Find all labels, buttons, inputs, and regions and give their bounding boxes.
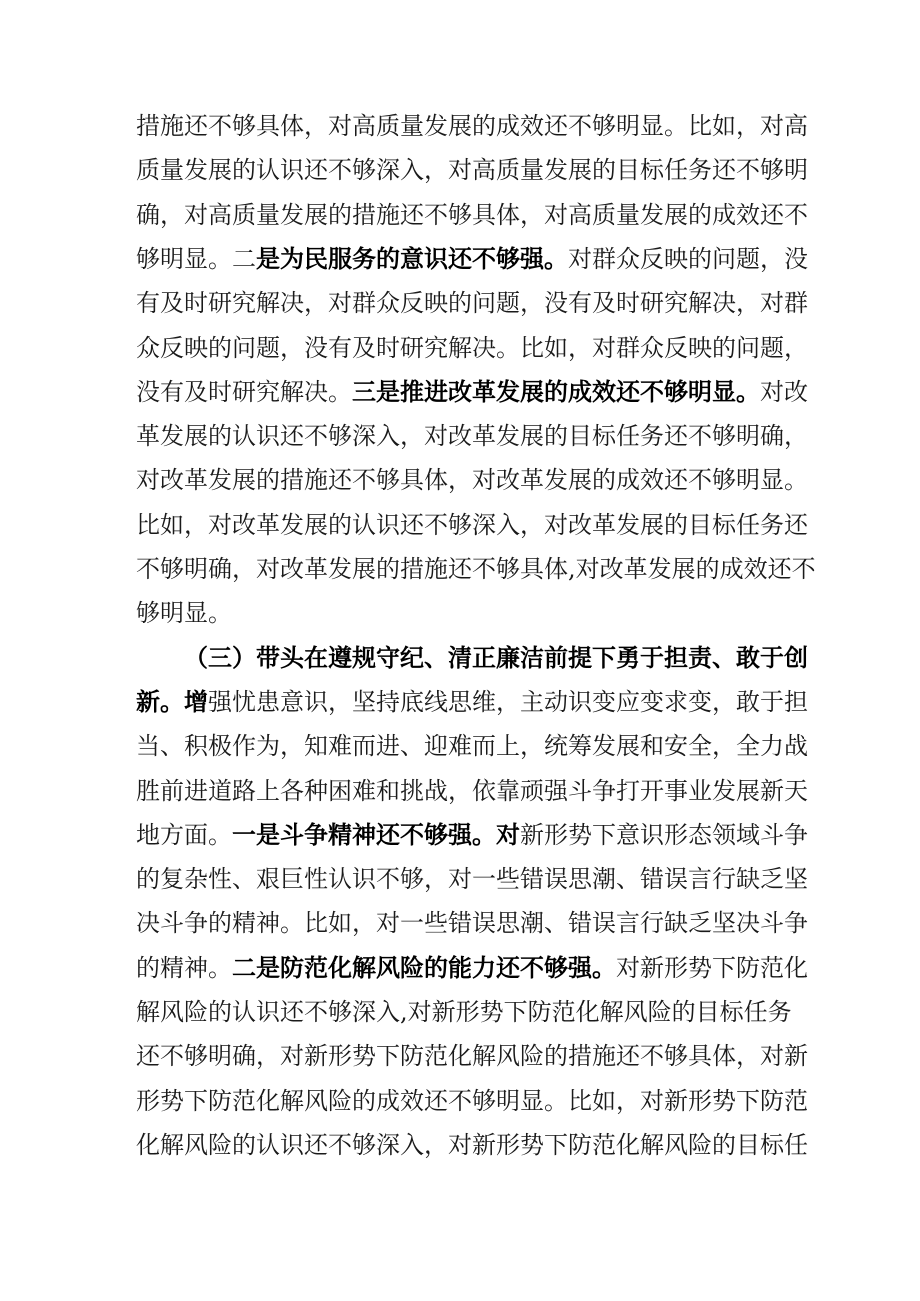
body-text: 化解风险的认识还不够深入，对新形势下防范化解风险的目标任 [136,1130,808,1159]
body-text: 形势下防范化解风险的成效还不够明显。比如，对新形势下防范 [136,1086,808,1115]
body-text-line [136,328,808,368]
body-text-line [136,859,808,899]
body-text-line [136,106,808,146]
body-text: 还不够明确，对新形势下防范化解风险的措施还不够具体，对新 [136,1042,808,1071]
body-text-line [136,726,808,766]
body-text-line [136,460,808,500]
body-text: 质量发展的认识还不够深入，对高质量发展的目标任务还不够明 [136,156,808,185]
body-text-line [136,549,816,589]
body-text: 的精神。 [136,953,232,982]
body-text: 确，对高质量发展的措施还不够具体，对高质量发展的成效还不 [136,200,808,229]
body-text: 众反映的问题，没有及时研究解决。比如，对群众反映的问题， [136,333,808,362]
bold-emphasis-text: 二是防范化解风险的能力还不够强。 [232,953,616,982]
body-text: 地方面。 [136,820,232,849]
body-text: 不够明确，对改革发展的措施还不够具体,对改革发展的成效还不 [136,555,816,583]
body-text-line [136,239,808,279]
body-text: 对新形势下防范化 [616,953,808,982]
bold-emphasis-text: （三）带头在遵规守纪、清正廉洁前提下勇于担责、敢于创 [184,643,808,672]
body-text: 够明显。二 [136,244,256,273]
body-text-line [136,416,808,456]
body-text-line [136,150,808,190]
body-text-line [136,283,808,323]
body-text-line [136,903,808,943]
body-text-line [136,771,808,811]
body-text: 胜前进道路上各种困难和挑战，依靠顽强斗争打开事业发展新天 [136,776,808,805]
body-text-line [136,195,808,235]
body-text: 强忧患意识，坚持底线思维，主动识变应变求变，敢于担 [208,687,808,716]
body-text-line [136,682,808,722]
body-text-line [136,1036,808,1076]
body-text-line [136,1125,808,1165]
body-text: 对群众反映的问题，没 [568,244,808,273]
bold-emphasis-text: 新。增 [136,687,208,716]
body-text: 的复杂性、艰巨性认识不够，对一些错误思潮、错误言行缺乏坚 [136,865,808,894]
body-text-line [136,505,808,545]
bold-emphasis-text: 三是推进改革发展的成效还不够明显。 [352,377,760,406]
body-text-line [136,372,808,412]
body-text: 对改 [760,377,808,406]
body-text: 措施还不够具体，对高质量发展的成效还不够明显。比如，对高 [136,112,808,140]
body-text: 革发展的认识还不够深入，对改革发展的目标任务还不够明确， [136,422,808,451]
body-text-line [136,1081,808,1121]
body-text: 够明显。 [136,599,232,628]
body-text-line [136,992,796,1032]
body-text: 没有及时研究解决。 [136,377,352,406]
body-text-line [136,593,796,633]
bold-emphasis-text: 是为民服务的意识还不够强。 [256,244,568,273]
body-text: 解风险的认识还不够深入,对新形势下防范化解风险的目标任务 [136,998,792,1026]
body-text: 新形势下意识形态领域斗争 [520,820,808,849]
body-text-line [136,815,808,855]
body-text: 比如，对改革发展的认识还不够深入，对改革发展的目标任务还 [136,510,808,539]
bold-emphasis-text: 一是斗争精神还不够强。对 [232,820,520,849]
body-text: 决斗争的精神。比如，对一些错误思潮、错误言行缺乏坚决斗争 [136,909,808,938]
body-text: 对改革发展的措施还不够具体，对改革发展的成效还不够明显。 [136,466,808,495]
body-text: 当、积极作为，知难而进、迎难而上，统筹发展和安全，全力战 [136,732,808,761]
body-text-line [184,638,808,678]
body-text: 有及时研究解决，对群众反映的问题，没有及时研究解决，对群 [136,289,808,318]
body-text-line [136,948,808,988]
